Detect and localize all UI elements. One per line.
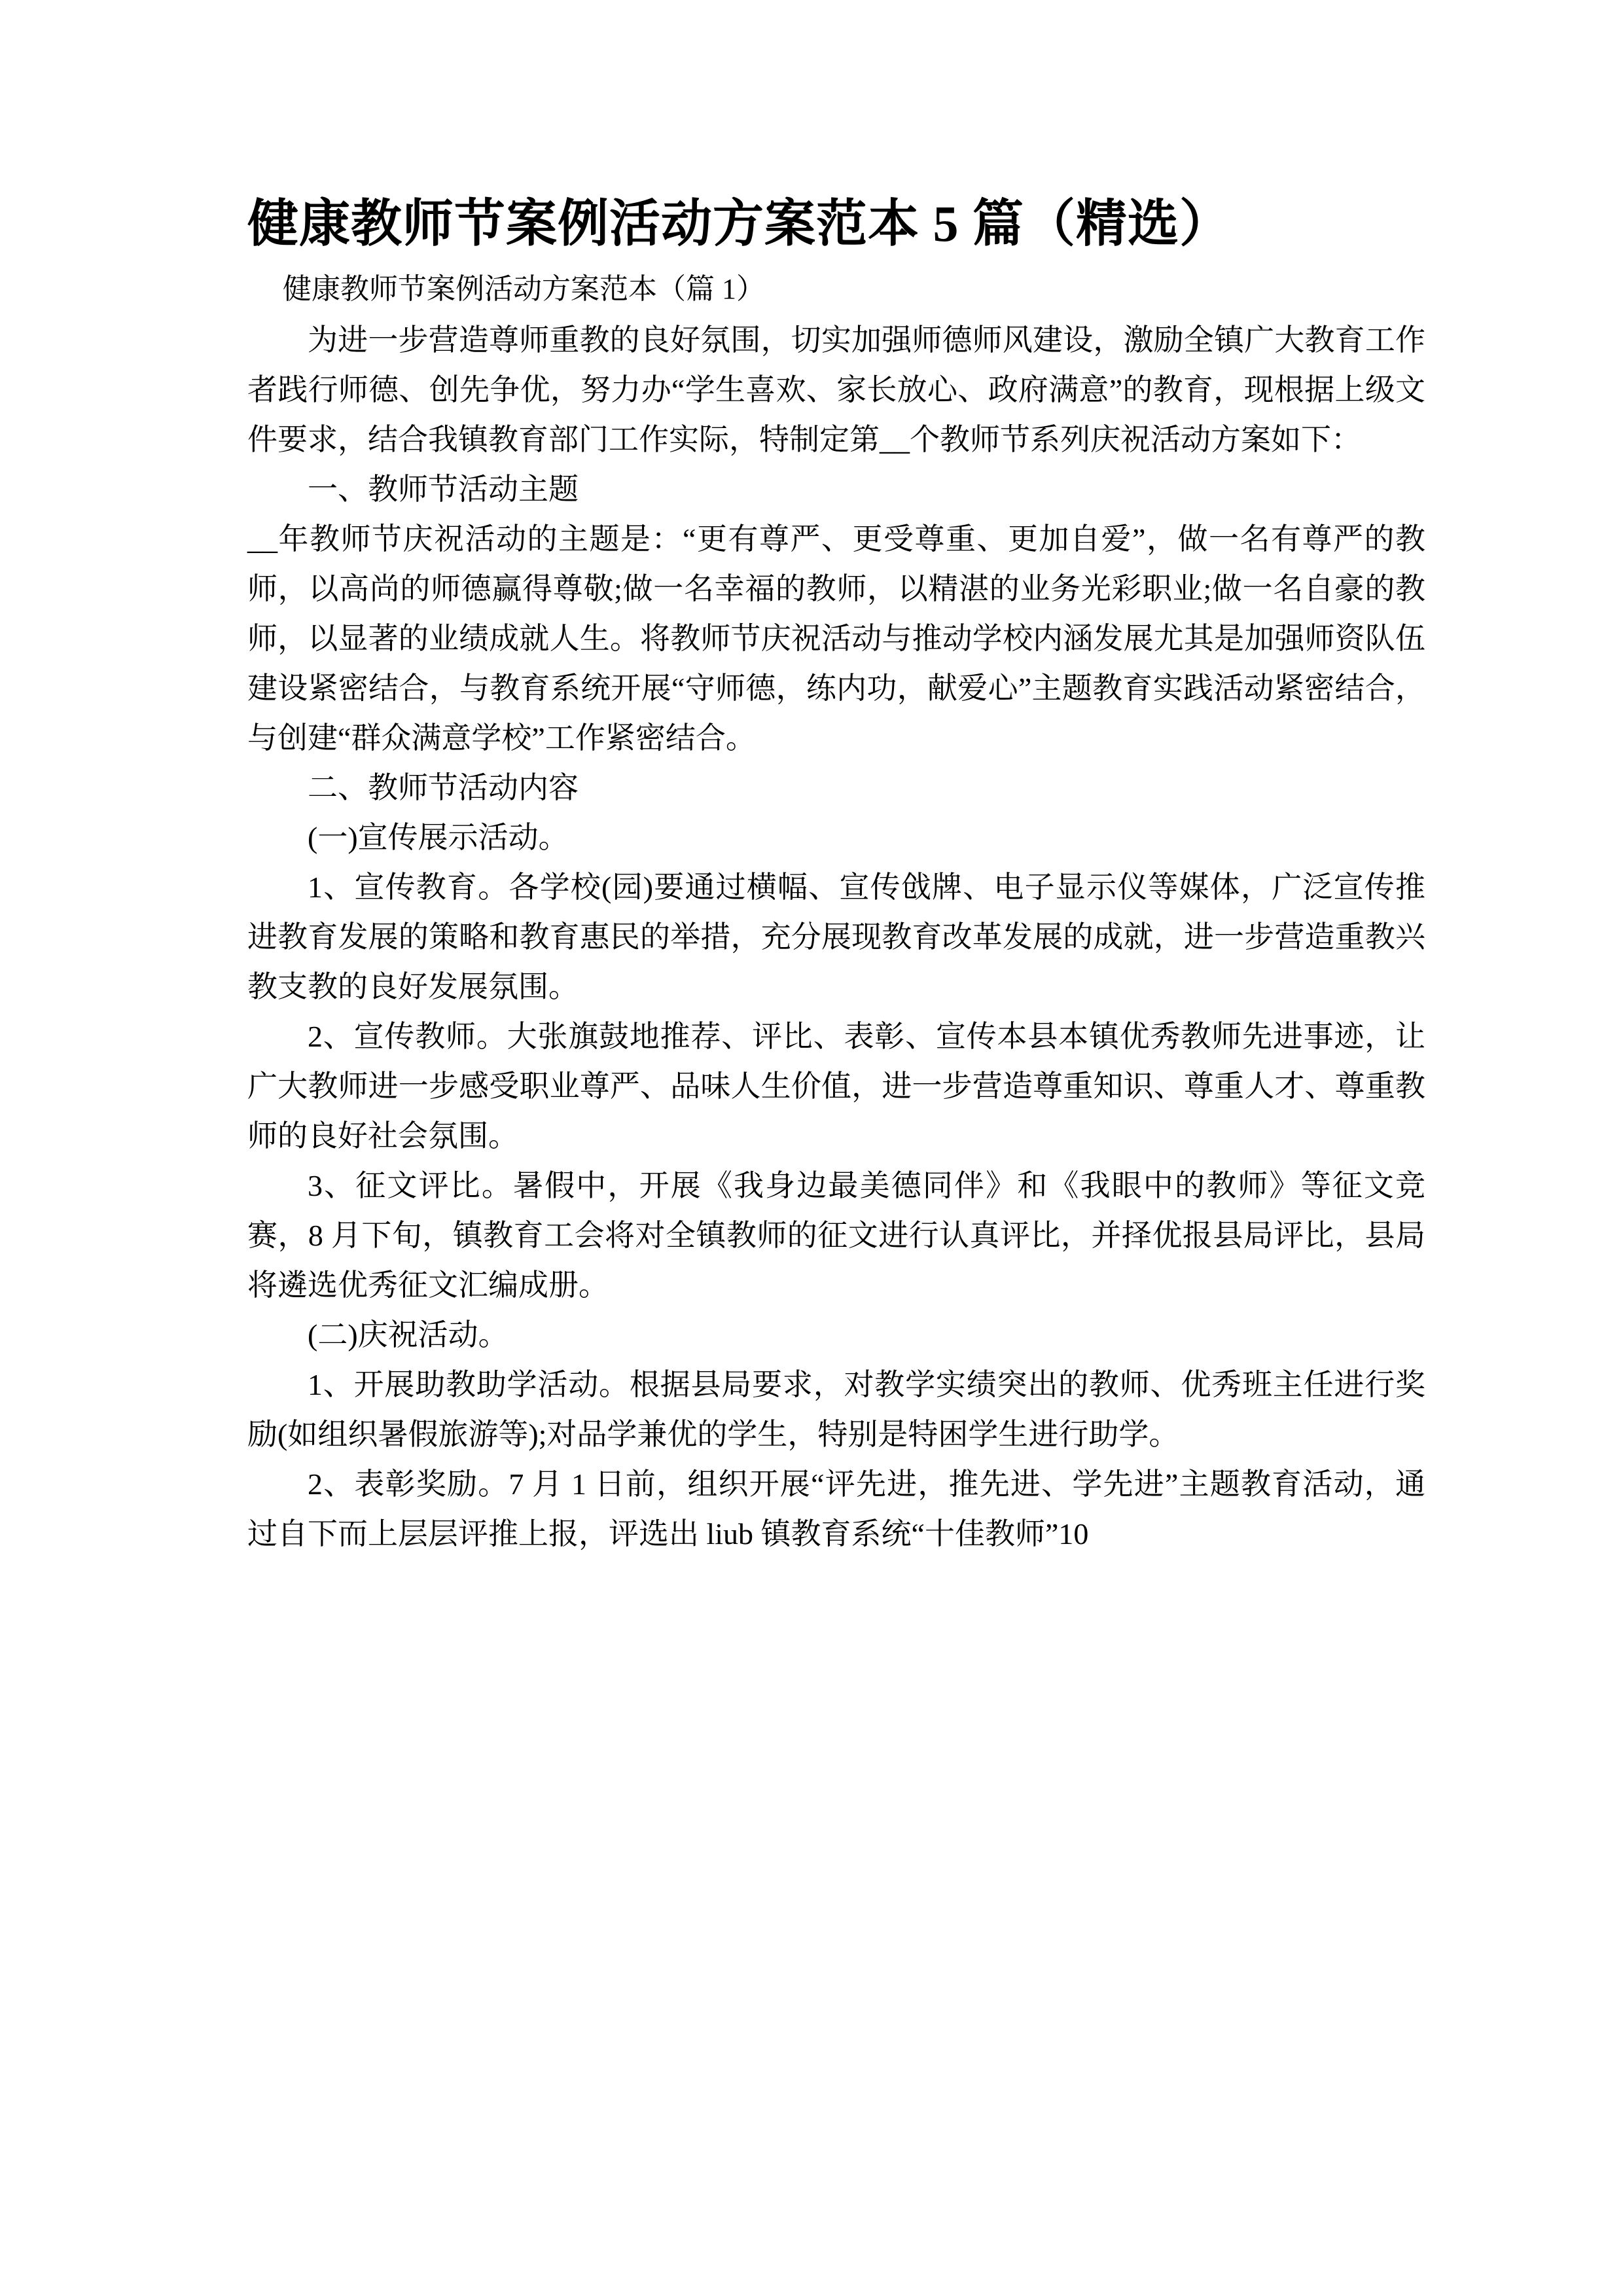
paragraph-item-1-1: 1、宣传教育。各学校(园)要通过横幅、宣传戗牌、电子显示仪等媒体，广泛宣传推进教育发展的策略和教育惠民的举措，充分展现教育改革发展的成就，进一步营造重教兴教支教的良好发展氛围。	[247, 870, 1425, 1003]
paragraph-intro: 为进一步营造尊师重教的良好氛围，切实加强师德师风建设，激励全镇广大教育工作者践行师德、创先争优，努力办“学生喜欢、家长放心、政府满意”的教育，现根据上级文件要求，结合我镇教育部门工作实际，特制定第__个教师节系列庆祝活动方案如下：	[247, 323, 1425, 456]
paragraph-section-1-body: __年教师节庆祝活动的主题是：“更有尊严、更受尊重、更加自爱”，做一名有尊严的教师，以高尚的师德赢得尊敬;做一名幸福的教师，以精湛的业务光彩职业;做一名自豪的教师，以显著的业绩成就人生。将教师节庆祝活动与推动学校内涵发展尤其是加强师资队伍建设紧密结合，与教育系统开展“守师德，练内功，献爱心”主题教育实践活动紧密结合，与创建“群众满意学校”工作紧密结合。	[247, 522, 1425, 755]
subsection-heading-2: (二)庆祝活动。	[308, 1318, 508, 1352]
section-heading-1: 一、教师节活动主题	[308, 472, 579, 506]
paragraph-item-1-3: 3、征文评比。暑假中，开展《我身边最美德同伴》和《我眼中的教师》等征文竞赛，8 月下旬，镇教育工会将对全镇教师的征文进行认真评比，并择优报县局评比，县局将遴选优秀征文汇编成册。	[247, 1168, 1425, 1302]
document-body	[247, 315, 1425, 1559]
paragraph-item-1-2: 2、宣传教师。大张旗鼓地推荐、评比、表彰、宣传本县本镇优秀教师先进事迹，让广大教师进一步感受职业尊严、品味人生价值，进一步营造尊重知识、尊重人才、尊重教师的良好社会氛围。	[247, 1019, 1425, 1153]
page-title: 健康教师节案例活动方案范本 5 篇（精选）	[247, 195, 1232, 252]
section-heading-2: 二、教师节活动内容	[308, 770, 579, 804]
paragraph-item-2-1: 1、开展助教助学活动。根据县局要求，对教学实绩突出的教师、优秀班主任进行奖励(如组织暑假旅游等);对品学兼优的学生，特别是特困学生进行助学。	[247, 1367, 1425, 1451]
subsection-heading-1: (一)宣传展示活动。	[308, 820, 569, 854]
paragraph-item-2-2: 2、表彰奖励。7 月 1 日前，组织开展“评先进，推先进、学先进”主题教育活动，通过自下而上层层评推上报，评选出 liub 镇教育系统“十佳教师”10	[247, 1467, 1425, 1551]
document-subtitle: 健康教师节案例活动方案范本（篇 1）	[283, 273, 765, 306]
